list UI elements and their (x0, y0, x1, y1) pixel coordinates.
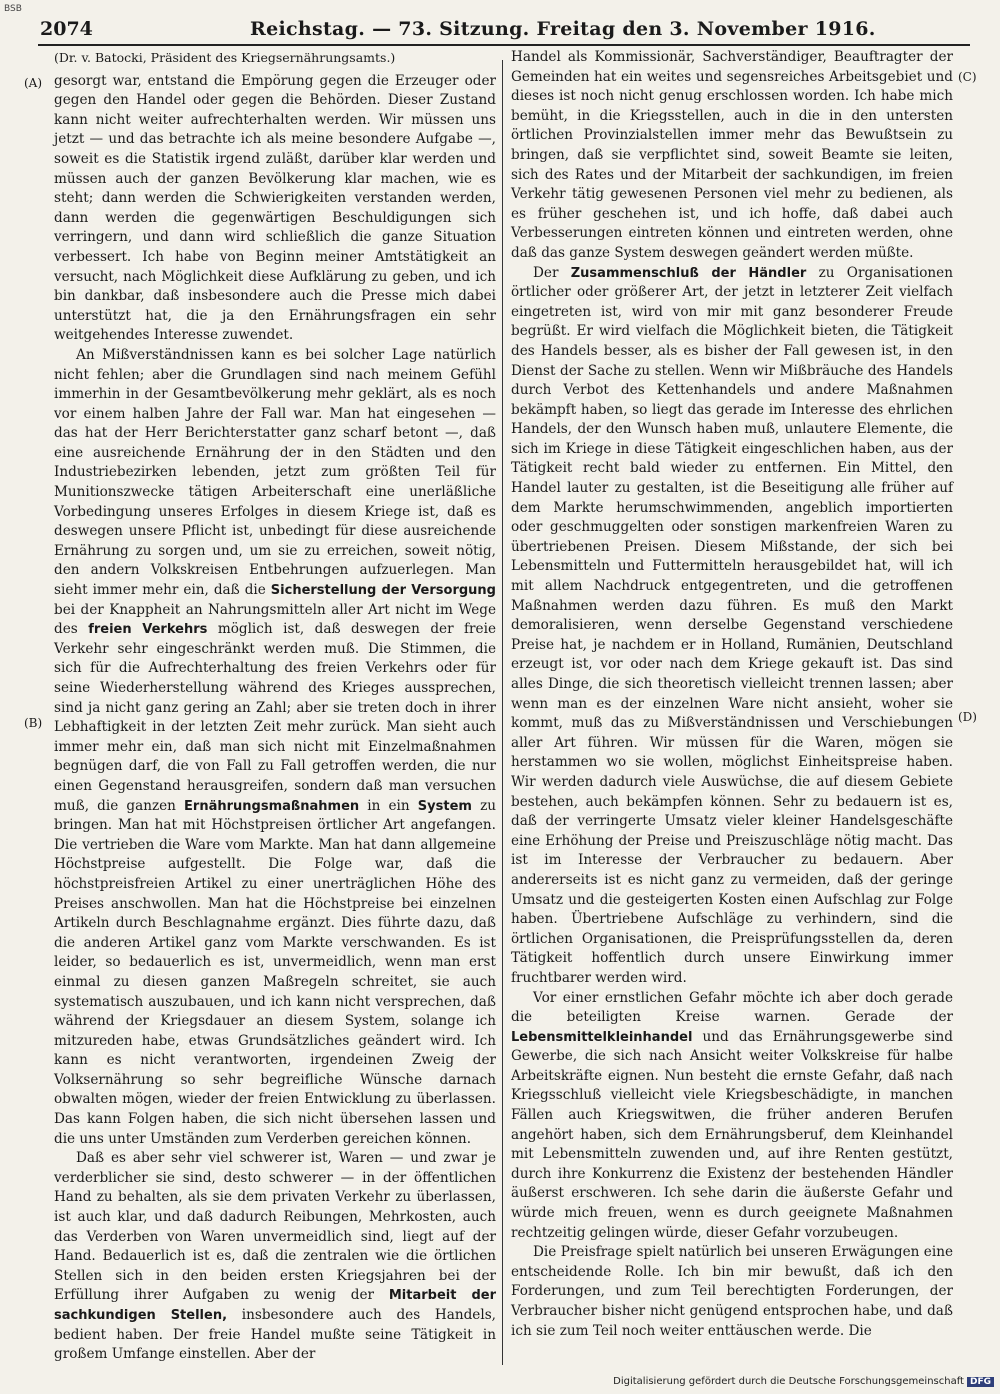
text-run: insbesondere auch des Handels, bedient haben. Der freie Handel mußte seine Tätigkeit in großem Umfange einstellen. Aber der (54, 1307, 496, 1363)
margin-mark-c: (C) (958, 70, 977, 84)
footer-text: Digitalisierung gefördert durch die Deutsche Forschungsgemeinschaft (613, 1376, 964, 1387)
paragraph: Die Preisfrage spielt natürlich bei unseren Erwägungen eine entscheidende Rolle. Ich bin mir bewußt, daß ich den Forderungen, und zum Teil berechtigten Forderungen, der Verbraucher bisher nicht genügend entsprochen habe, und daß ich sie zum Teil noch weiter enttäuschen werde. Die (511, 1244, 953, 1339)
text-run: zu bringen. Man hat mit Höchstpreisen örtlicher Art angefangen. Die vertrieben die Ware vom Markte. Man hat dann allgemeine Höchstpreise aufgestellt. Die Folge war, daß die höchstpreisfreien Artikel zu einer unerträglichen Höhe des Preises anschwollen. Man hat die Höchstpreise bei einzelnen Artikeln durch Beschlagnahme ergänzt. Dies führte dazu, daß die anderen Artikel ganz vom Markte verschwanden. Es ist leider, so bedauerlich es ist, unvermeidlich, wenn man erst einmal zu diesen ganzen Maßregeln schreitet, sie auch systematisch auszubauen, und ich kann nicht versprechen, daß während der Kriegsdauer an diesem System, solange ich mitzureden habe, etwas Grundsätzliches geändert wird. Ich kann es nicht verantworten, irgendeinen Zweig der Volksernährung so sehr begreifliche Wünsche darnach obwalten mögen, wieder der freien Entwicklung zu überlassen. Das kann Folgen haben, die sich nicht übersehen lassen und die uns unter Umständen zum Verderben gereichen können. (54, 797, 496, 1147)
bold-term: Ernährungsmaßnahmen (184, 798, 360, 814)
text-run: in ein (367, 797, 410, 814)
text-run: möglich ist, daß deswegen der freie Verkehr sehr eingeschränkt werden muß. Die Stimmen, die sich für die Aufrechterhaltung des freien Verkehrs oder für seine Wiederherstellung während des Krieges aussprechen, sind ja nicht ganz gering an Zahl; aber sie treten doch in ihrer Lebhaftigkeit in der letzten Zeit mehr zurück. Man sieht auch immer mehr ein, daß man sich nicht mit Einzelmaßnahmen begnügen darf, die von Fall zu Fall getroffen werden, die nur einen Gegenstand herausgreifen, sondern daß man versuchen muß, die ganzen (54, 621, 496, 814)
bold-term: Zusammenschluß der Händler (570, 265, 807, 281)
text-run: Vor einer ernstlichen Gefahr möchte ich aber doch gerade die beteiligten Kreise warnen. Gerade der (511, 989, 953, 1026)
column-divider (502, 60, 503, 1365)
text-run: Daß es aber sehr viel schwerer ist, Waren — und zwar je verderblicher sie sind, desto schwerer — in der öffentlichen Hand zu behalten, als sie dem privaten Verkehr zu überlassen, ist auch klar, und daß dadurch Reibungen, Mehrkosten, auch das Verderben von Waren unvermeidlich sind, liegt auf der Hand. Bedauerlich ist es, daß die zentralen wie die örtlichen Stellen sich in den beiden ersten Kriegsjahren bei der Erfüllung ihrer Aufgaben zu wenig der (54, 1150, 496, 1304)
text-run: zu Organisationen örtlicher oder größerer Art, der jetzt in letzterer Zeit vielfach eingetreten ist, wird von mir mit ganz besonderer Freude begrüßt. Er wird vielfach die Möglichkeit bieten, die Tätigkeit des Handels besser, als es bisher der Fall gewesen ist, in den Dienst der Sache zu stellen. Wenn wir Mißbräuche des Handels durch Verbot des Kettenhandels und andere Maßnahmen bekämpft haben, so liegt das gerade im Interesse des ehrlichen Handels, der den Wunsch haben muß, unlautere Elemente, die sich im Kriege in diese Tätigkeit eingeschlichen haben, aus der Tätigkeit recht bald wieder zu entfernen. Ein Mittel, den Handel lauter zu gestalten, ist die Beseitigung alle früher auf dem Markte herumschwimmenden, angeblich importierten oder geschmuggelten oder sonstigen markenfreien Waren zu übertriebenen Preisen. Diesem Mißstande, der sich bei Lebensmitteln und Futtermitteln herausgebildet hat, will ich mit allem Nachdruck entgegentreten, und die getroffenen Maßnahmen werden dazu führen. Es muß den Markt demoralisieren, wenn derselbe Gegenstand verschiedene Preise hat, je nachdem er in Holland, Rumänien, Deutschland erzeugt ist, vor oder nach dem Kriege gekauft ist. Das sind alles Dinge, die sich theoretisch vielleicht trennen lassen; aber wenn man es der einzelnen Ware nicht ansieht, woher sie kommt, muß das zu Mißverständnissen und Verschiebungen aller Art führen. Wir müssen für die Waren, mögen sie herstammen wo sie wollen, möglichst Einheitspreise haben. Wir werden dadurch viele Auswüchse, die auf diesem Gebiete bestehen, auch bekämpfen können. Sehr zu bedauern ist es, daß der verringerte Umsatz vieler kleiner Handelsgeschäfte eine Erhöhung der Preise und Preiszuschläge nötig macht. Das ist im Interesse der Verbraucher zu bedauern. Aber andererseits ist es nicht ganz zu vermeiden, daß der geringe Umsatz und die gesteigerten Kosten einen Aufschlag zur Folge haben. Übertriebene Aufschläge zu verhindern, sind die örtlichen Organisationen, die Preisprüfungsstellen da, deren Tätigkeit hoffentlich durch unsere Einwirkung immer fruchtbarer werden wird. (511, 264, 953, 986)
page-header (40, 16, 970, 44)
speaker-line: (Dr. v. Batocki, Präsident des Kriegsernährungsamts.) (54, 50, 396, 65)
bold-term: freien Verkehrs (88, 622, 208, 638)
text-run: und das Ernährungsgewerbe sind Gewerbe, die sich nach Ansicht weiter Volkskreise für halbe Arbeitskräfte eignen. Nun besteht die ernste Gefahr, daß nach Kriegsschluß vielleicht viele Kriegsbeschädigte, in manchen Fällen auch Kriegswitwen, die früher anderen Berufen angehört haben, sich dem Ernährungsberuf, dem Kleinhandel mit Lebensmitteln zuwenden und, auf ihre Renten gestützt, durch ihre Konkurrenz die Existenz der bestehenden Händler äußerst erschweren. Ich sehe darin die äußerste Gefahr und würde mich freuen, wenn es durch geeignete Maßnahmen rechtzeitig gelingen würde, dieser Gefahr vorzubeugen. (511, 1028, 953, 1241)
bold-term: Lebensmittelkleinhandel (511, 1029, 693, 1045)
bold-term: Mitarbeit der sachkundigen Stellen, (54, 1288, 497, 1323)
paragraph (511, 264, 953, 989)
margin-mark-a: (A) (24, 76, 43, 90)
bold-term: System (417, 798, 472, 814)
left-column (54, 48, 496, 1365)
library-mark: BSB (4, 4, 22, 14)
bold-term: Sicherstellung der Versorgung (270, 583, 496, 599)
text-run: bei der Knappheit an Nahrungsmitteln aller Art nicht im Wege des (54, 601, 496, 638)
footer-credit (613, 1376, 994, 1387)
paragraph: gesorgt war, entstand die Empörung gegen die Erzeuger oder gegen den Handel oder gegen die Behörden. Dieser Zustand kann nicht weiter aufrechterhalten werden. Wir müssen uns jetzt — und das betrachte ich als meine besondere Aufgabe —, soweit es die Statistik irgend zuläßt, darüber klar werden und müssen auch der ganzen Bevölkerung klar machen, wie es steht; dann werden die Schwierigkeiten verstanden werden, dann werden die gegenwärtigen Beschuldigungen sich verringern, und dann wird schließlich die ganze Situation verbessert. Ich habe von Beginn meiner Amtstätigkeit an versucht, nach Möglichkeit diese Aufklärung zu geben, und ich bin dankbar, daß insbesondere auch die Presse mich dabei unterstützt hat, die ja den Ernährungsfragen ein sehr weitgehendes Interesse zuwendet. (54, 72, 496, 344)
page-number: 2074 (40, 18, 93, 40)
margin-mark-d: (D) (958, 710, 977, 724)
text-run: An Mißverständnissen kann es bei solcher Lage natürlich nicht fehlen; aber die Grundlagen sind nach meinem Gefühl immerhin in der Gesamtbevölkerung mehr geklärt, als es noch vor einem halben Jahre der Fall war. Man hat eingesehen — das hat der Herr Berichterstatter ganz scharf betont —, daß eine ausreichende Ernährung der in den Städten und den Industriebezirken lebenden, jetzt zum größten Teil für Munitionszwecke tätigen Arbeiterschaft eine unerläßliche Vorbedingung unseres Erfolges in diesem Kriege ist, daß es deswegen unsere Pflicht ist, unbedingt für diese ausreichende Ernährung zu sorgen und, um sie zu erreichen, soweit nötig, den andern Volkskreisen Entbehrungen aufzuerlegen. Man sieht immer mehr ein, daß die (54, 346, 496, 599)
paragraph (54, 1149, 496, 1365)
dfg-logo: DFG (967, 1377, 994, 1387)
paragraph: Handel als Kommissionär, Sachverständiger, Beauftragter der Gemeinden hat ein weites und segensreiches Arbeitsgebiet und dieses ist noch nicht genug erschlossen worden. Ich habe mich bemüht, in die Kriegsstellen, auch in die in den untersten örtlichen Provinzialstellen immer mehr das Bewußtsein zu bringen, daß sie verpflichtet sind, soweit Beamte sie leiten, sich des Rates und der Mitarbeit der sachkundigen, im freien Verkehr tätig gewesenen Personen viel mehr zu bedienen, als es früher geschehen ist, und ich hoffe, daß dabei auch Verbesserungen eintreten können und eintreten werden, ohne daß das ganze System deswegen geändert werden müßte. (511, 49, 953, 261)
paragraph (54, 346, 496, 1149)
text-run: Der (533, 264, 559, 281)
page-title: Reichstag. — 73. Sitzung. Freitag den 3. November 1916. (250, 18, 876, 40)
right-column (511, 48, 953, 1341)
paragraph (511, 989, 953, 1244)
margin-mark-b: (B) (24, 716, 43, 730)
header-rule (38, 44, 970, 46)
